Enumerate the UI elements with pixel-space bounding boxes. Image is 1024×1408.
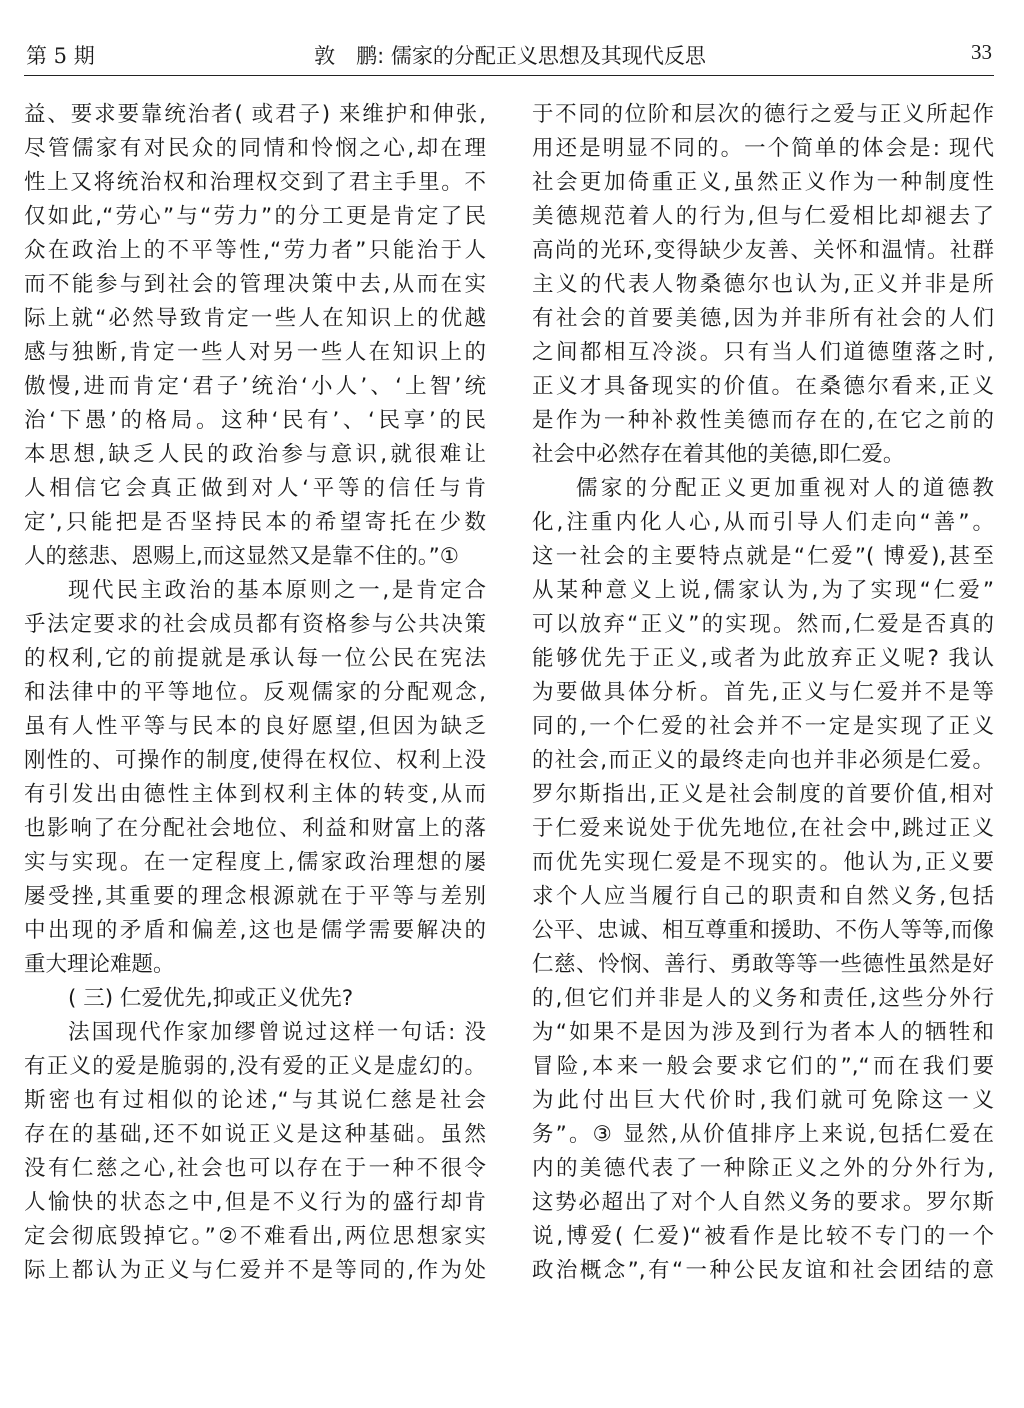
- text-line: 于不同的位阶和层次的德行之爱与正义所起作: [532, 102, 994, 127]
- text-line: 本思想,缺乏人民的政治参与意识,就很难让: [24, 442, 486, 467]
- text-line: 仁慈、怜悯、善行、勇敢等等一些德性虽然是好: [532, 952, 994, 977]
- text-line: 也影响了在分配社会地位、利益和财富上的落: [24, 816, 486, 841]
- text-line: 为此付出巨大代价时,我们就可免除这一义: [532, 1088, 994, 1113]
- text-line: 冒险,本来一般会要求它们的”,“而在我们要: [532, 1054, 994, 1079]
- text-line: 求个人应当履行自己的职责和自然义务,包括: [532, 884, 994, 909]
- text-line: 而优先实现仁爱是不现实的。他认为,正义要: [532, 850, 994, 875]
- text-line: 务”。③ 显然,从价值排序上来说,包括仁爱在: [532, 1122, 994, 1147]
- text-line: 能够优先于正义,或者为此放弃正义呢? 我认: [532, 646, 994, 671]
- text-line: 正义才具备现实的价值。在桑德尔看来,正义: [532, 374, 994, 399]
- text-line: 际上就“必然导致肯定一些人在知识上的优越: [24, 306, 486, 331]
- text-line: 存在的基础,还不如说正义是这种基础。虽然: [24, 1122, 486, 1147]
- text-line: 人相信它会真正做到对人‘平等的信任与肯: [24, 476, 486, 501]
- text-line: 治‘下愚’的格局。这种‘民有’、‘民享’的民: [24, 408, 486, 433]
- text-line: 的社会,而正义的最终走向也并非必须是仁爱。: [532, 748, 994, 773]
- text-line: 没有仁慈之心,社会也可以存在于一种不很令: [24, 1156, 486, 1181]
- text-line: 际上都认为正义与仁爱并不是等同的,作为处: [24, 1258, 486, 1283]
- text-line: 是作为一种补救性美德而存在的,在它之前的: [532, 408, 994, 433]
- text-line: 益、要求要靠统治者( 或君子) 来维护和伸张,: [24, 102, 486, 127]
- text-line: 主义的代表人物桑德尔也认为,正义并非是所: [532, 272, 994, 297]
- text-line: 高尚的光环,变得缺少友善、关怀和温情。社群: [532, 238, 994, 263]
- text-line: 感与独断,肯定一些人对另一些人在知识上的: [24, 340, 486, 365]
- running-header: [24, 38, 996, 70]
- issue-label: 第 5 期: [26, 44, 95, 68]
- right-column: [532, 98, 994, 1288]
- text-line: 公平、忠诚、相互尊重和援助、不伤人等等,而像: [532, 918, 994, 943]
- text-line: 美德规范着人的行为,但与仁爱相比却褪去了: [532, 204, 994, 229]
- running-title: 敦 鹏: 儒家的分配正义思想及其现代反思: [314, 44, 706, 68]
- text-line: 和法律中的平等地位。反观儒家的分配观念,: [24, 680, 486, 705]
- text-line: 众在政治上的不平等性,“劳力者”只能治于人: [24, 238, 486, 263]
- text-line: 屡受挫,其重要的理念根源就在于平等与差别: [24, 884, 486, 909]
- text-line: 实与实现。在一定程度上,儒家政治理想的屡: [24, 850, 486, 875]
- text-line: 人愉快的状态之中,但是不义行为的盛行却肯: [24, 1190, 486, 1215]
- left-column: [24, 98, 486, 1288]
- text-line: 有社会的首要美德,因为并非所有社会的人们: [532, 306, 994, 331]
- text-line: 化,注重内化人心,从而引导人们走向“善”。: [532, 510, 994, 535]
- text-line: 从某种意义上说,儒家认为,为了实现“仁爱”: [532, 578, 994, 603]
- text-line: ( 三) 仁爱优先,抑或正义优先?: [68, 986, 354, 1011]
- text-line: 社会更加倚重正义,虽然正义作为一种制度性: [532, 170, 994, 195]
- text-line: 定’,只能把是否坚持民本的希望寄托在少数: [24, 510, 486, 535]
- text-line: 傲慢,进而肯定‘君子’统治‘小人’、‘上智’统: [24, 374, 486, 399]
- text-line: 而不能参与到社会的管理决策中去,从而在实: [24, 272, 486, 297]
- text-line: 法国现代作家加缪曾说过这样一句话: 没: [68, 1020, 486, 1045]
- text-line: 内的美德代表了一种除正义之外的分外行为,: [532, 1156, 994, 1181]
- text-line: 政治概念”,有“一种公民友谊和社会团结的意: [532, 1258, 994, 1283]
- text-line: 有正义的爱是脆弱的,没有爱的正义是虚幻的。: [24, 1054, 486, 1079]
- header-rule: [24, 75, 994, 76]
- text-line: 同的,一个仁爱的社会并不一定是实现了正义: [532, 714, 994, 739]
- page-number: 33: [971, 40, 992, 64]
- text-line: 斯密也有过相似的论述,“与其说仁慈是社会: [24, 1088, 486, 1113]
- text-line: 的,但它们并非是人的义务和责任,这些分外行: [532, 986, 994, 1011]
- text-line: 之间都相互冷淡。只有当人们道德堕落之时,: [532, 340, 994, 365]
- text-line: 罗尔斯指出,正义是社会制度的首要价值,相对: [532, 782, 994, 807]
- text-line: 儒家的分配正义更加重视对人的道德教: [576, 476, 994, 501]
- text-line: 尽管儒家有对民众的同情和怜悯之心,却在理: [24, 136, 486, 161]
- text-line: 的权利,它的前提就是承认每一位公民在宪法: [24, 646, 486, 671]
- text-line: 乎法定要求的社会成员都有资格参与公共决策: [24, 612, 486, 637]
- text-line: 这势必超出了对个人自然义务的要求。罗尔斯: [532, 1190, 994, 1215]
- text-line: 人的慈悲、恩赐上,而这显然又是靠不住的。”①: [24, 544, 459, 569]
- text-line: 这一社会的主要特点就是“仁爱”( 博爱),甚至: [532, 544, 994, 569]
- text-line: 用还是明显不同的。一个简单的体会是: 现代: [532, 136, 994, 161]
- text-line: 为“如果不是因为涉及到行为者本人的牺牲和: [532, 1020, 994, 1045]
- text-line: 定会彻底毁掉它。”②不难看出,两位思想家实: [24, 1224, 486, 1249]
- text-line: 性上又将统治权和治理权交到了君主手里。不: [24, 170, 486, 195]
- text-line: 仅如此,“劳心”与“劳力”的分工更是肯定了民: [24, 204, 486, 229]
- text-line: 现代民主政治的基本原则之一,是肯定合: [68, 578, 486, 603]
- text-line: 虽有人性平等与民本的良好愿望,但因为缺乏: [24, 714, 486, 739]
- text-line: 中出现的矛盾和偏差,这也是儒学需要解决的: [24, 918, 486, 943]
- text-line: 重大理论难题。: [24, 952, 175, 977]
- text-line: 可以放弃“正义”的实现。然而,仁爱是否真的: [532, 612, 994, 637]
- text-line: 社会中必然存在着其他的美德,即仁爱。: [532, 442, 905, 467]
- text-line: 刚性的、可操作的制度,使得在权位、权利上没: [24, 748, 486, 773]
- text-line: 有引发出由德性主体到权利主体的转变,从而: [24, 782, 486, 807]
- text-line: 为要做具体分析。首先,正义与仁爱并不是等: [532, 680, 994, 705]
- text-line: 于仁爱来说处于优先地位,在社会中,跳过正义: [532, 816, 994, 841]
- text-line: 说,博爱( 仁爱)“被看作是比较不专门的一个: [532, 1224, 994, 1249]
